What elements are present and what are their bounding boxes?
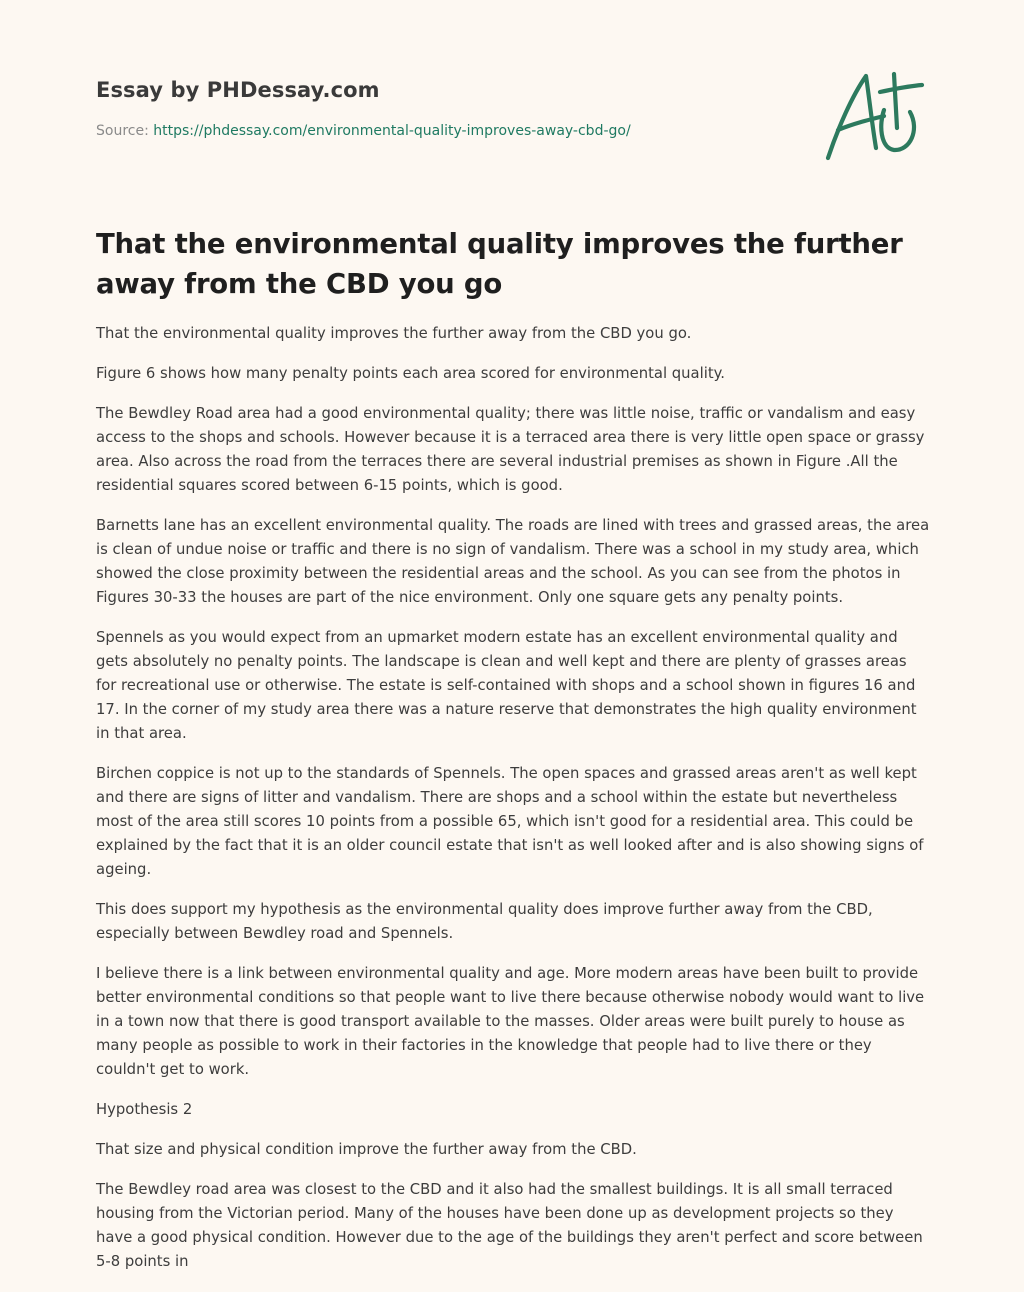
essay-body xyxy=(96,322,931,1290)
source-line xyxy=(96,121,796,141)
letter-a-strokes xyxy=(828,76,876,158)
plus-vertical-stroke xyxy=(894,74,897,128)
section-heading: Hypothesis 2 xyxy=(96,1101,193,1118)
paragraph: Birchen coppice is not up to the standards of Spennels. The open spaces and grassed areas aren't as well kept and there are signs of litter and vandalism. There are shops and a school within the estate but nevertheless most of the area still scores 10 points from a possible 65, which isn't good for a residential area. This could be explained by the fact that it is an older council estate that isn't as well looked after and is also showing signs of ageing. xyxy=(96,765,924,878)
paragraph: Figure 6 shows how many penalty points each area scored for environmental quality. xyxy=(96,365,725,382)
essay-title: That the environmental quality improves the further away from the CBD you go xyxy=(96,228,903,300)
a-plus-grade-svg xyxy=(818,66,930,166)
paragraph: This does support my hypothesis as the environmental quality does improve further away from the CBD, especially between Bewdley road and Spennels. xyxy=(96,901,873,942)
paragraph: Spennels as you would expect from an upmarket modern estate has an excellent environmental quality and gets absolutely no penalty points. The landscape is clean and well kept and there are plenty of grasses areas for recreational use or otherwise. The estate is self-contained with shops and a school shown in figures 16 and 17. In the corner of my study area there was a nature reserve that demonstrates the high quality environment in that area. xyxy=(96,629,917,742)
paragraph: The Bewdley Road area had a good environmental quality; there was little noise, traffic or vandalism and easy access to the shops and schools. However because it is a terraced area there is very little open space or grassy area. Also across the road from the terraces there are several industrial premises as shown in Figure .All the residential squares scored between 6-15 points, which is good. xyxy=(96,405,925,494)
paragraph: The Bewdley road area was closest to the CBD and it also had the smallest buildings. It is all small terraced housing from the Victorian period. Many of the houses have been done up as development projects so they have a good physical condition. However due to the age of the buildings they aren't perfect and score between 5-8 points in xyxy=(96,1181,923,1270)
brand-title: Essay by PHDessay.com xyxy=(96,78,380,102)
a-plus-grade-icon xyxy=(818,66,930,166)
paragraph: Barnetts lane has an excellent environmental quality. The roads are lined with trees and grassed areas, the area is clean of undue noise or traffic and there is no sign of vandalism. There was a school in my study area, which showed the close proximity between the residential areas and the school. As you can see from the photos in Figures 30-33 the houses are part of the nice environment. Only one square gets any penalty points. xyxy=(96,517,930,606)
paragraph: That the environmental quality improves the further away from the CBD you go. xyxy=(96,325,692,342)
paragraph: That size and physical condition improve the further away from the CBD. xyxy=(96,1141,637,1158)
paragraph: I believe there is a link between environmental quality and age. More modern areas have been built to provide better environmental conditions so that people want to live there because otherwise nobody would want to live in a town now that there is good transport available to the masses. Older areas were built purely to house as many people as possible to work in their factories in the knowledge that people had to live there or they couldn't get to work. xyxy=(96,965,925,1078)
page-header xyxy=(96,76,796,141)
source-link[interactable]: https://phdessay.com/environmental-quality-improves-away-cbd-go/ xyxy=(153,123,631,139)
plus-horizontal-stroke xyxy=(880,85,922,92)
source-label: Source: xyxy=(96,123,154,139)
